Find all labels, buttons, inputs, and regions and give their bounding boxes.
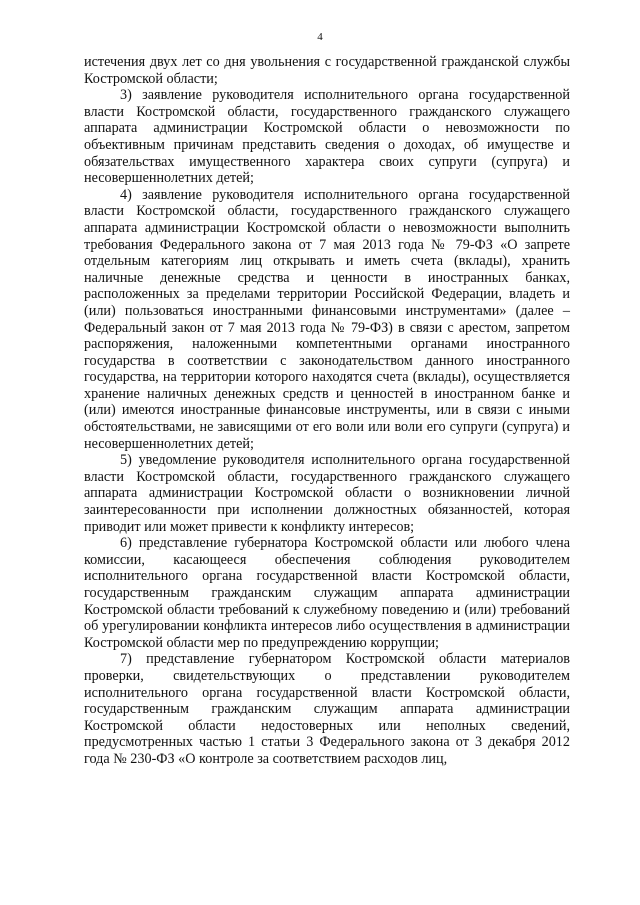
paragraph-item-4: 4) заявление руководителя исполнительного органа государственной власти Костромской области, государственного гражданского служащего аппарата администрации Костромской области о невозможности выполнить требования Федерального закона от 7 мая 2013 года № 79-ФЗ «О запрете отдельным категориям лиц открывать и иметь счета (вклады), хранить наличные денежные средства и ценности в иностранных банках, расположенных за пределами территории Российской Федерации, владеть и (или) пользоваться иностранными финансовыми инструментами» (далее – Федеральный закон от 7 мая 2013 года № 79-ФЗ) в связи с арестом, запретом распоряжения, наложенными компетентными органами иностранного государства в соответствии с законодательством данного иностранного государства, на территории которого находятся счета (вклады), осуществляется хранение наличных денежных средств и ценностей в иностранном банке и (или) имеются иностранные финансовые инструменты, или в связи с иными обстоятельствами, не зависящими от его воли или воли его супруги (супруга) и несовершеннолетних детей; <box>84 186 570 452</box>
document-body <box>84 54 570 768</box>
paragraph-item-6: 6) представление губернатора Костромской области или любого члена комиссии, касающееся обеспечения соблюдения руководителем исполнительного органа государственной власти Костромской области, государственным гражданским служащим аппарата администрации Костромской области требований к служебному поведению и (или) требований об урегулировании конфликта интересов либо осуществления в администрации Костромской области мер по предупреждению коррупции; <box>84 535 570 651</box>
paragraph-item-5: 5) уведомление руководителя исполнительного органа государственной власти Костромской области, государственного гражданского служащего аппарата администрации Костромской области о возникновении личной заинтересованности при исполнении должностных обязанностей, которая приводит или может привести к конфликту интересов; <box>84 452 570 535</box>
paragraph-item-7: 7) представление губернатором Костромской области материалов проверки, свидетельствующих о представлении руководителем исполнительного органа государственной власти Костромской области, государственным гражданским служащим аппарата администрации Костромской области недостоверных или неполных сведений, предусмотренных частью 1 статьи 3 Федерального закона от 3 декабря 2012 года № 230-ФЗ «О контроле за соответствием расходов лиц, <box>84 651 570 767</box>
paragraph-item-3: 3) заявление руководителя исполнительного органа государственной власти Костромской области, государственного гражданского служащего аппарата администрации Костромской области о невозможности по объективным причинам представить сведения о доходах, об имуществе и обязательствах имущественного характера своих супруги (супруга) и несовершеннолетних детей; <box>84 87 570 187</box>
paragraph-continuation: истечения двух лет со дня увольнения с государственной гражданской службы Костромской области; <box>84 54 570 87</box>
page-number: 4 <box>317 31 323 43</box>
